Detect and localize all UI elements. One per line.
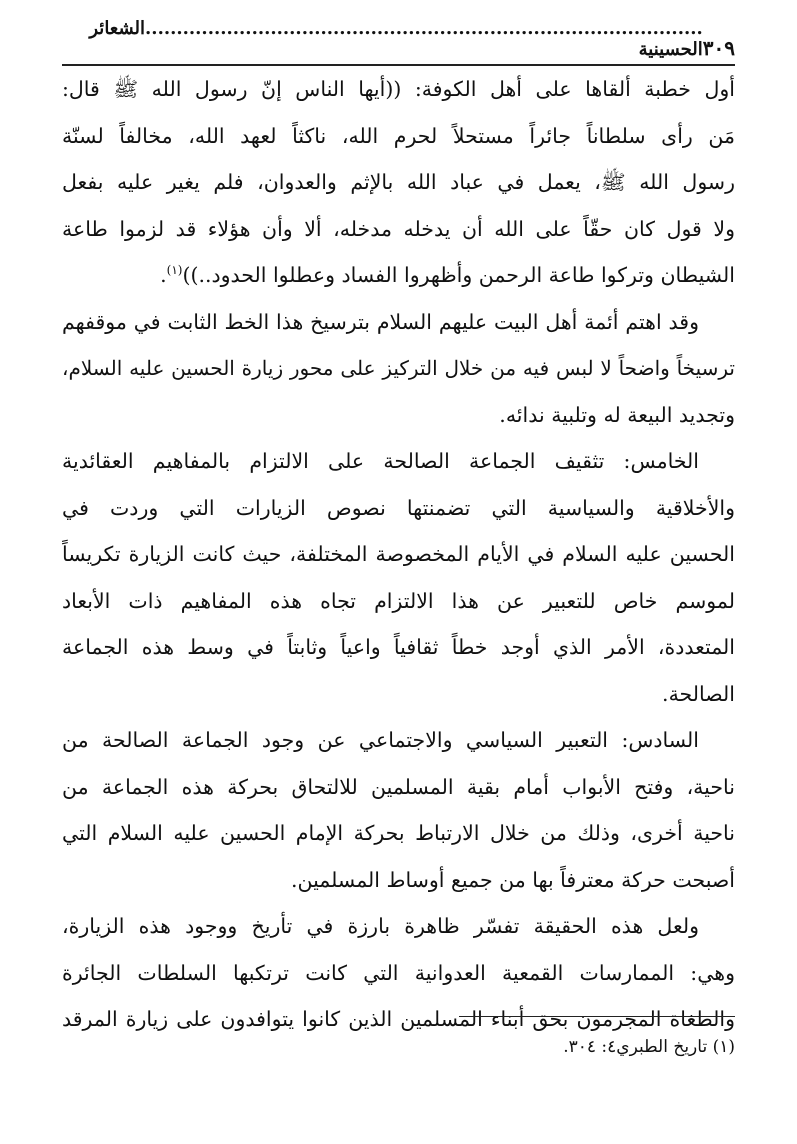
text-line: وهي: الممارسات القمعية العدوانية التي كانت ترتكبها السلطات الجائرة (62, 960, 735, 985)
text-line: وتجديد البيعة له وتلبية ندائه. (499, 402, 735, 427)
footnote-separator (459, 1016, 735, 1017)
page-number: ٣٠٩ (702, 36, 735, 60)
running-title (62, 18, 703, 60)
footnote-marker: (١) (166, 263, 183, 278)
text-line: الشيطان وتركوا طاعة الرحمن وأظهروا الفساد وعطلوا الحدود..))$^{(١)}$. (160, 263, 735, 287)
running-header (62, 18, 735, 66)
text-line: السادس: التعبير السياسي والاجتماعي عن وجود الجماعة الصالحة من (62, 728, 699, 752)
footnote: (١) تاريخ الطبري٤: ٣٠٤. (563, 1037, 735, 1057)
text-line: ولعل هذه الحقيقة تفسّر ظاهرة بارزة في تأريخ ووجود هذه الزيارة، (62, 914, 699, 938)
text-line: أصبحت حركة معترفاً بها من جميع أوساط المسلمين. (290, 867, 735, 892)
text-line: ناحية، وفتح الأبواب أمام بقية المسلمين للالتحاق بحركة هذه الجماعة من (62, 774, 735, 799)
body-text (62, 66, 735, 1043)
text-line: والطغاة المجرمون بحق أبناء المسلمين الذين كانوا يتوافدون على زيارة المرقد (62, 1007, 735, 1031)
text-line: رسول الله ﷺ، يعمل في عباد الله بالإثم والعدوان، فلم يغير عليه بفعل (62, 170, 735, 194)
text-line: ناحية أخرى، وذلك من خلال الارتباط بحركة الإمام الحسين عليه السلام التي (62, 821, 735, 845)
text-line: لموسم خاص للتعبير عن هذا الالتزام تجاه هذه المفاهيم ذات الأبعاد (62, 588, 735, 613)
text-line: أول خطبة ألقاها على أهل الكوفة: ((أيها الناس إنّ رسول الله ﷺ قال: (62, 77, 735, 101)
text-line: وقد اهتم أئمة أهل البيت عليهم السلام بترسيخ هذا الخط الثابت في موقفهم (62, 309, 699, 334)
text-line: مَن رأى سلطاناً جائراً مستحلاً لحرم الله، ناكثاً لعهد الله، مخالفاً لسنّة (62, 123, 735, 148)
text-line: ترسيخاً واضحاً لا لبس فيه من خلال التركيز على محور زيارة الحسين عليه السلام، (62, 356, 735, 380)
header-title-text: الشعائر الحسينية (89, 18, 703, 60)
text-line: الصالحة. (662, 681, 735, 706)
text-line: والأخلاقية والسياسية التي تضمنتها نصوص الزيارات التي وردت في (62, 495, 735, 520)
header-leader: ......................................................................................... (145, 18, 703, 39)
text-line: الحسين عليه السلام في الأيام المخصوصة المختلفة، حيث كانت الزيارة تكريساً (62, 542, 735, 566)
text-line: الخامس: تثقيف الجماعة الصالحة على الالتزام بالمفاهيم العقائدية (62, 449, 699, 473)
text-line: ولا قول كان حقّاً على الله أن يدخله مدخله، ألا وأن هؤلاء قد لزموا طاعة (62, 216, 735, 241)
text-line: المتعددة، الأمر الذي أوجد خطاً ثقافياً واعياً وثابتاً في وسط هذه الجماعة (62, 635, 735, 659)
